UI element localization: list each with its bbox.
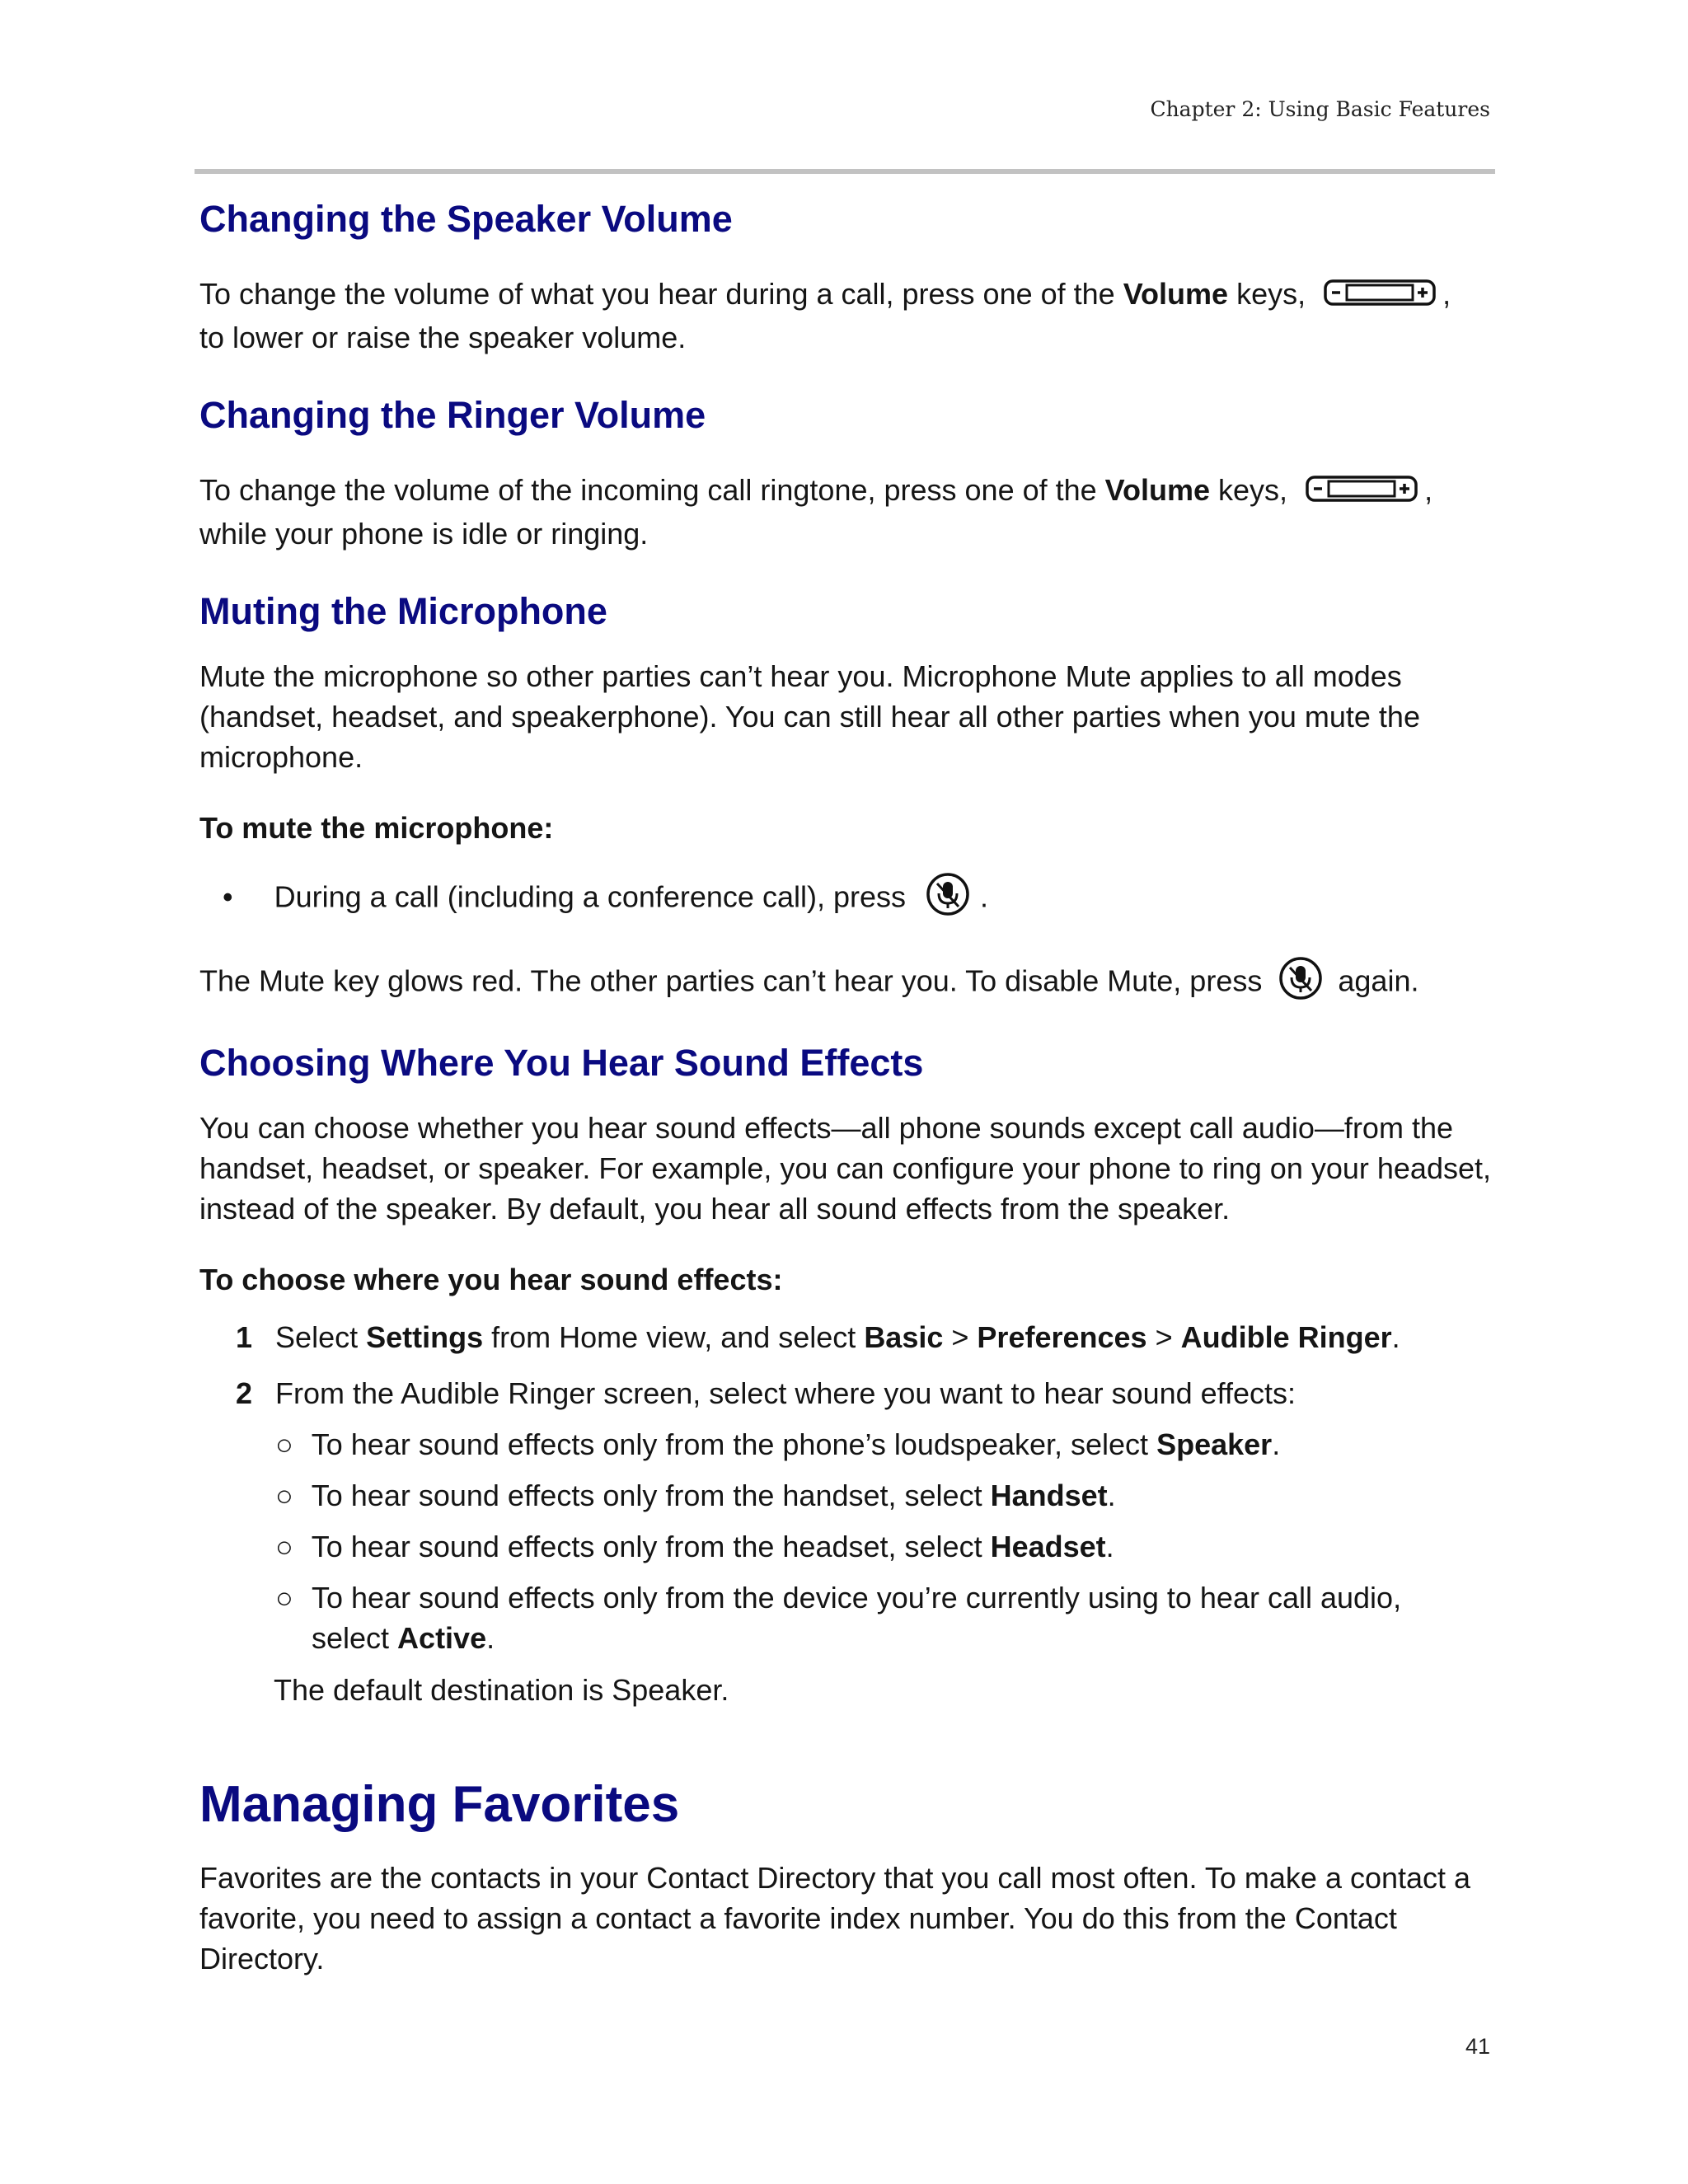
option-active-text [312, 1577, 1449, 1658]
text: The Mute key glows red. The other parties can’t hear you. To disable Mute, press [199, 963, 1263, 998]
circle-bullet: ○ [275, 1427, 293, 1461]
step-number: 1 [236, 1320, 253, 1354]
text: again. [1338, 963, 1419, 998]
header-rule [195, 169, 1495, 174]
mute-key-icon [1278, 956, 1323, 1010]
option-speaker [275, 1424, 1495, 1465]
text: > [1146, 1320, 1181, 1354]
text: Select [275, 1320, 367, 1354]
text: To change the volume of the incoming call ringtone, press one of the [199, 473, 1105, 507]
ringer-volume-line1 [199, 470, 1502, 513]
text: . [980, 879, 989, 914]
circle-bullet: ○ [275, 1479, 293, 1512]
option-headset [275, 1526, 1495, 1567]
speaker-bold: Speaker [1156, 1427, 1273, 1461]
speaker-volume-line2: to lower or raise the speaker volume. [199, 321, 687, 354]
text: To hear sound effects only from the handset, select [311, 1479, 991, 1512]
speaker-volume-line1 [199, 274, 1502, 316]
heading-managing-favorites: Managing Favorites [199, 1776, 680, 1833]
page-number: 41 [1465, 2034, 1490, 2059]
mute-key-icon [926, 872, 970, 926]
circle-bullet: ○ [275, 1581, 293, 1615]
procedure-title-sound-effects: To choose where you hear sound effects: [199, 1263, 783, 1296]
volume-bold: Volume [1123, 277, 1229, 311]
text: > [943, 1320, 978, 1354]
active-bold: Active [397, 1621, 487, 1655]
mute-after-text [199, 956, 1502, 1010]
bullet-dot: • [223, 879, 233, 914]
option-handset [275, 1475, 1495, 1516]
text: . [1272, 1427, 1281, 1461]
headset-bold: Headset [990, 1530, 1106, 1563]
mute-bullet-item [223, 872, 1525, 926]
text: keys, [1228, 277, 1306, 311]
sound-effects-intro: You can choose whether you hear sound effects—all phone sounds except call audio—from the handset, headset, or speaker. For example, you can configure your phone to ring on your headset, instead of the speaker. By default, you hear all sound effects from the speaker. [199, 1111, 1491, 1226]
settings-bold: Settings [366, 1320, 484, 1354]
text: , [1442, 277, 1451, 311]
step-number: 2 [236, 1376, 253, 1410]
volume-bold: Volume [1104, 473, 1211, 507]
volume-keys-icon [1324, 276, 1436, 316]
volume-keys-icon [1306, 472, 1418, 513]
text: To change the volume of what you hear during a call, press one of the [199, 277, 1123, 311]
heading-ringer-volume: Changing the Ringer Volume [199, 394, 706, 436]
muting-intro: Mute the microphone so other parties can’t hear you. Microphone Mute applies to all modes (handset, headset, and speakerphone). You can still hear all other parties when you mute the microphone. [199, 659, 1420, 774]
handset-bold: Handset [990, 1479, 1108, 1512]
circle-bullet: ○ [275, 1530, 293, 1563]
running-header: Chapter 2: Using Basic Features [1150, 97, 1490, 121]
step-1 [236, 1317, 1472, 1357]
step-2 [236, 1373, 1472, 1413]
text: From the Audible Ringer screen, select where you want to hear sound effects: [275, 1376, 1296, 1410]
procedure-title-mute: To mute the microphone: [199, 811, 554, 845]
heading-speaker-volume: Changing the Speaker Volume [199, 198, 733, 240]
text: To hear sound effects only from the phone’s loudspeaker, select [311, 1427, 1157, 1461]
bullet-text: During a call (including a conference call), press [274, 879, 906, 914]
audible-ringer-bold: Audible Ringer [1180, 1320, 1392, 1354]
ringer-volume-line2: while your phone is idle or ringing. [199, 517, 649, 551]
heading-sound-effects: Choosing Where You Hear Sound Effects [199, 1042, 924, 1084]
text: , [1424, 473, 1433, 507]
text: from Home view, and select [483, 1320, 865, 1354]
text: . [1391, 1320, 1400, 1354]
default-destination-note: The default destination is Speaker. [274, 1673, 729, 1707]
text: . [1105, 1530, 1114, 1563]
basic-bold: Basic [864, 1320, 944, 1354]
text: . [486, 1621, 495, 1655]
text: keys, [1210, 473, 1288, 507]
text: To hear sound effects only from the device you’re currently using to hear call audio, select [312, 1581, 1402, 1655]
heading-muting-microphone: Muting the Microphone [199, 590, 607, 632]
favorites-intro: Favorites are the contacts in your Contact Directory that you call most often. To make a contact a favorite, you need to assign a contact a favorite index number. You do this from the Contact Directory. [199, 1861, 1471, 1975]
preferences-bold: Preferences [977, 1320, 1147, 1354]
text: To hear sound effects only from the headset, select [311, 1530, 991, 1563]
text: . [1107, 1479, 1116, 1512]
